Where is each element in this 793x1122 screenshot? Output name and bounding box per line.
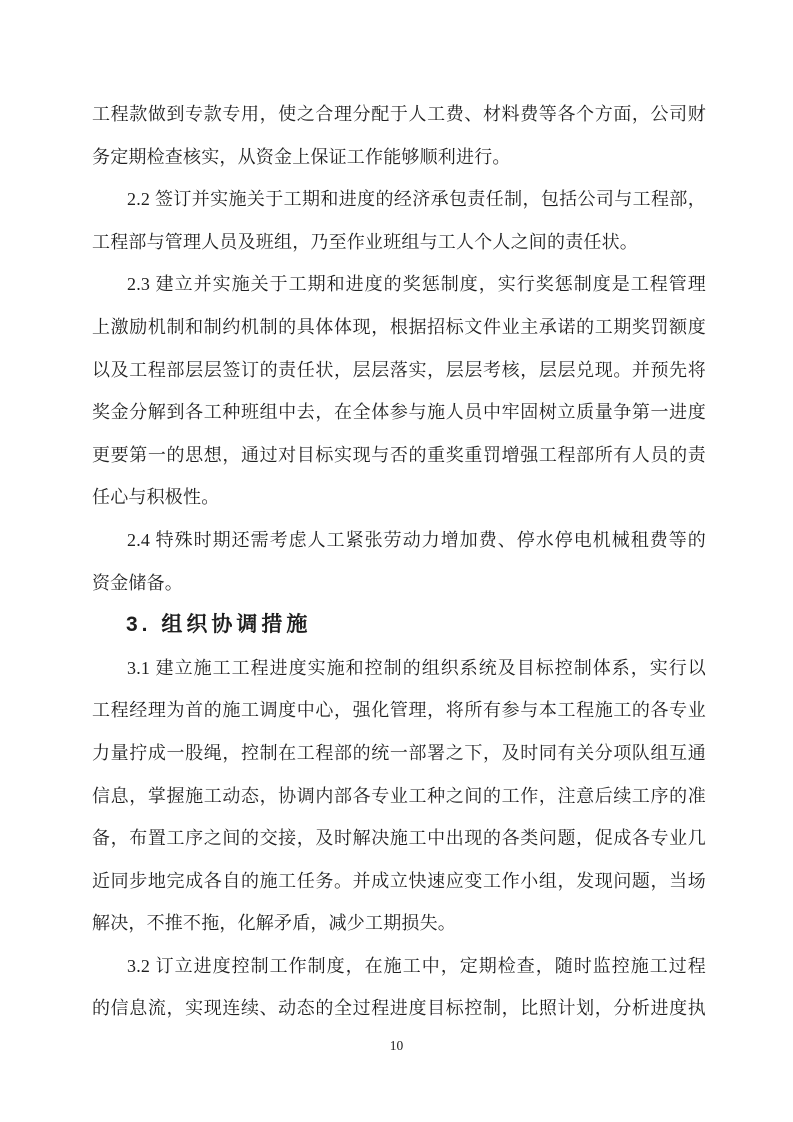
- text-line: 工程经理为首的施工调度中心，强化管理，将所有参与本工程施工的各专业: [92, 700, 706, 721]
- text-line: 力量拧成一股绳，控制在工程部的统一部署之下，及时同有关分项队组互通: [92, 742, 706, 763]
- text-line: 解决，不推不拖，化解矛盾，减少工期损失。: [92, 913, 456, 934]
- text-line: 备，布置工序之间的交接，及时解决施工中出现的各类问题，促成各专业几: [92, 828, 706, 849]
- text-line: 工程部与管理人员及班组，乃至作业班组与工人个人之间的责任状。: [92, 231, 638, 252]
- text-line: 信息，掌握施工动态，协调内部各专业工种之间的工作，注意后续工序的准: [92, 785, 706, 806]
- text-line: 工程款做到专款专用，使之合理分配于人工费、材料费等各个方面，公司财: [92, 104, 706, 124]
- text-line: 2.4 特殊时期还需考虑人工紧张劳动力增加费、停水停电机械租费等的: [127, 529, 706, 550]
- text-line: 2.2 签订并实施关于工期和进度的经济承包责任制，包括公司与工程部，: [127, 189, 706, 210]
- text-line: 的信息流，实现连续、动态的全过程进度目标控制，比照计划，分析进度执: [92, 998, 706, 1019]
- text-line: 奖金分解到各工种班组中去，在全体参与施人员中牢固树立质量争第一进度: [92, 402, 706, 423]
- text-line: 务定期检查核实，从资金上保证工作能够顺利进行。: [92, 146, 511, 167]
- page-number: 10: [389, 1038, 404, 1053]
- text-line: 任心与积极性。: [92, 487, 220, 508]
- text-line: 以及工程部层层签订的责任状，层层落实，层层考核，层层兑现。并预先将: [92, 359, 706, 380]
- page-body: [92, 93, 706, 1030]
- text-line: 近同步地完成各自的施工任务。并成立快速应变工作小组，发现问题，当场: [92, 870, 706, 891]
- text-line: 3.2 订立进度控制工作制度，在施工中，定期检查，随时监控施工过程: [127, 955, 706, 976]
- text-line: 更要第一的思想，通过对目标实现与否的重奖重罚增强工程部所有人员的责: [92, 444, 706, 465]
- text-line: 资金储备。: [92, 572, 183, 593]
- section-heading: 3. 组织协调措施: [126, 613, 312, 637]
- text-line: 2.3 建立并实施关于工期和进度的奖惩制度，实行奖惩制度是工程管理: [127, 274, 706, 295]
- text-line: 上激励机制和制约机制的具体体现，根据招标文件业主承诺的工期奖罚额度: [92, 316, 706, 337]
- text-line: 3.1 建立施工工程进度实施和控制的组织系统及目标控制体系，实行以: [127, 657, 706, 678]
